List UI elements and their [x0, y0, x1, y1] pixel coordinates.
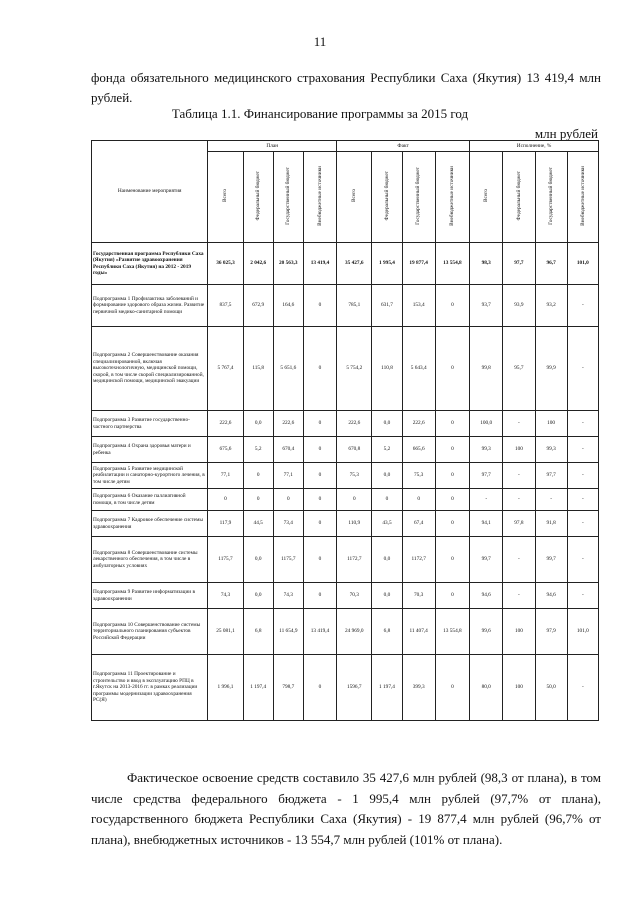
row-value: 99,3	[470, 437, 503, 463]
row-value: 91,8	[535, 511, 567, 537]
row-value: 74,3	[208, 583, 243, 609]
row-value: -	[567, 285, 598, 327]
row-value: 0,0	[243, 411, 273, 437]
row-value: 101,0	[567, 609, 598, 655]
row-value: 0	[303, 583, 336, 609]
row-value: 99,8	[470, 327, 503, 411]
row-value: 97,7	[503, 243, 535, 285]
row-name: Подпрограмма 11 Проектирование и строительство и ввод в эксплуатацию РПЦ в г.Якутск на 2013-2016 гг. в рамках реализации программы модернизации здравоохранения РС(Я)	[92, 655, 208, 721]
row-value: 631,7	[372, 285, 402, 327]
row-value: 13 554,8	[435, 243, 469, 285]
row-value: 0	[303, 327, 336, 411]
table-body	[92, 243, 599, 721]
row-value: -	[503, 411, 535, 437]
row-value: 0,0	[372, 411, 402, 437]
row-value: 5 754,2	[337, 327, 372, 411]
header-plan: План	[208, 141, 337, 152]
row-value: 0	[303, 537, 336, 583]
table-row	[92, 609, 599, 655]
row-value: 0	[303, 489, 336, 511]
outro-paragraph	[91, 768, 601, 850]
row-value: 25 081,1	[208, 609, 243, 655]
row-value: 670,4	[273, 437, 303, 463]
row-value: 110,9	[337, 511, 372, 537]
row-value: 1 995,4	[372, 243, 402, 285]
row-value: 0	[435, 583, 469, 609]
row-value: 100,0	[470, 411, 503, 437]
row-value: 0	[435, 489, 469, 511]
financing-table	[91, 140, 599, 721]
row-value: 6,8	[243, 609, 273, 655]
row-value: 99,3	[535, 437, 567, 463]
row-value: 97,7	[470, 463, 503, 489]
row-value: 100	[503, 655, 535, 721]
row-value: 100	[535, 411, 567, 437]
row-value: 100	[503, 437, 535, 463]
row-name: Подпрограмма 1 Профилактика заболеваний и формирование здорового образа жизни. Развитие первичной медико-санитарной помощи	[92, 285, 208, 327]
row-value: 24 969,0	[337, 609, 372, 655]
page-number: 11	[313, 34, 327, 49]
row-value: 5 767,4	[208, 327, 243, 411]
row-value: 97,7	[535, 463, 567, 489]
row-value: 117,9	[208, 511, 243, 537]
row-value: 101,0	[567, 243, 598, 285]
row-value: 2 042,6	[243, 243, 273, 285]
row-value: 13 554,8	[435, 609, 469, 655]
row-value: 1 197,4	[372, 655, 402, 721]
row-value: 164,6	[273, 285, 303, 327]
table-row	[92, 243, 599, 285]
row-value: 675,6	[208, 437, 243, 463]
row-value: 99,7	[470, 537, 503, 583]
row-value: -	[503, 489, 535, 511]
row-value: 0,0	[372, 463, 402, 489]
row-value: 93,2	[535, 285, 567, 327]
row-name: Подпрограмма 4 Охрана здоровья матери и ребенка	[92, 437, 208, 463]
row-value: 98,3	[470, 243, 503, 285]
row-value: -	[503, 583, 535, 609]
row-value: 6,8	[372, 609, 402, 655]
row-value: -	[567, 511, 598, 537]
row-value: 100	[503, 609, 535, 655]
table-row	[92, 583, 599, 609]
row-value: 50,0	[535, 655, 567, 721]
row-value: 99,6	[470, 609, 503, 655]
row-value: 670,8	[337, 437, 372, 463]
row-value: -	[470, 489, 503, 511]
row-name: Подпрограмма 7 Кадровое обеспечение системы здравоохранения	[92, 511, 208, 537]
row-value: 95,7	[503, 327, 535, 411]
row-value: -	[567, 327, 598, 411]
row-value: 94,6	[470, 583, 503, 609]
row-value: 94,6	[535, 583, 567, 609]
table-caption: Таблица 1.1. Финансирование программы за 2015 год	[171, 106, 469, 121]
header-fact-extra: Внебюджетные источники	[435, 152, 469, 243]
row-value: 73,4	[273, 511, 303, 537]
row-value: 1172,7	[337, 537, 372, 583]
header-fact-total: Всего	[337, 152, 372, 243]
units-label: млн рублей	[534, 126, 598, 141]
row-value: 0	[273, 489, 303, 511]
row-value: 0	[243, 489, 273, 511]
row-name: Подпрограмма 9 Развитие информатизации в здравоохранении	[92, 583, 208, 609]
header-fact-state: Государственный бюджет	[402, 152, 435, 243]
row-value: 785,1	[337, 285, 372, 327]
row-value: 222,6	[208, 411, 243, 437]
intro-paragraph: фонда обязательного медицинского страхования Республики Саха (Якутия) 13 419,4 млн рублей.	[91, 70, 601, 105]
row-value: 5 643,4	[402, 327, 435, 411]
row-value: 837,5	[208, 285, 243, 327]
row-value: 36 025,3	[208, 243, 243, 285]
row-value: -	[567, 655, 598, 721]
row-value: 35 427,6	[337, 243, 372, 285]
row-value: 75,3	[402, 463, 435, 489]
row-value: 110,8	[372, 327, 402, 411]
row-value: 0	[435, 511, 469, 537]
row-value: 115,8	[243, 327, 273, 411]
row-name: Подпрограмма 5 Развитие медицинской реабилитации и санаторно-курортного лечения, в том числе детям	[92, 463, 208, 489]
row-value: 0	[402, 489, 435, 511]
row-value: 99,7	[535, 537, 567, 583]
row-value: 0	[303, 411, 336, 437]
row-value: 0,0	[243, 583, 273, 609]
row-value: 0	[435, 655, 469, 721]
row-value: 43,5	[372, 511, 402, 537]
header-exec-extra: Внебюджетные источники	[567, 152, 598, 243]
outro-text: Фактическое освоение средств составило 35 427,6 млн рублей (98,3 от плана), в том числе средства федерального бюджета - 1 995,4 млн рублей (97,7% от плана), государственного бюджета Республики Саха (Якутия) - 19 877,4 млн рублей (96,7% от плана), внебюджетных источников - 13 554,7 млн рублей (101% от плана).	[91, 770, 601, 847]
row-value: -	[567, 583, 598, 609]
row-value: -	[567, 437, 598, 463]
row-value: 0	[208, 489, 243, 511]
table-row	[92, 511, 599, 537]
header-fact-federal: Федеральный бюджет	[372, 152, 402, 243]
table-row	[92, 537, 599, 583]
row-value: 153,4	[402, 285, 435, 327]
row-value: 0	[372, 489, 402, 511]
row-value: 75,3	[337, 463, 372, 489]
row-value: 77,1	[208, 463, 243, 489]
row-value: 1 996,1	[208, 655, 243, 721]
row-value: 0	[303, 285, 336, 327]
row-value: -	[503, 537, 535, 583]
row-value: 11 407,4	[402, 609, 435, 655]
row-value: 1175,7	[208, 537, 243, 583]
row-value: 70,3	[337, 583, 372, 609]
row-value: 19 877,4	[402, 243, 435, 285]
row-name: Подпрограмма 6 Оказание паллиативной помощи, в том числе детям	[92, 489, 208, 511]
row-value: 0,0	[243, 537, 273, 583]
header-fact: Факт	[337, 141, 470, 152]
table-row	[92, 655, 599, 721]
row-value: 0	[243, 463, 273, 489]
header-execution: Исполнение, %	[470, 141, 599, 152]
row-value: -	[567, 489, 598, 511]
row-value: 70,3	[402, 583, 435, 609]
row-value: 1172,7	[402, 537, 435, 583]
row-value: 97,8	[503, 511, 535, 537]
row-value: 93,9	[503, 285, 535, 327]
row-value: 94,1	[470, 511, 503, 537]
row-value: 77,1	[273, 463, 303, 489]
row-value: 222,6	[402, 411, 435, 437]
row-value: 20 563,3	[273, 243, 303, 285]
header-plan-state: Государственный бюджет	[273, 152, 303, 243]
table-row	[92, 327, 599, 411]
row-value: 0	[435, 411, 469, 437]
row-value: 0	[337, 489, 372, 511]
row-value: 0,0	[372, 583, 402, 609]
row-value: 11 654,9	[273, 609, 303, 655]
row-value: 96,7	[535, 243, 567, 285]
header-exec-total: Всего	[470, 152, 503, 243]
table-row	[92, 411, 599, 437]
row-value: 5 651,6	[273, 327, 303, 411]
row-value: -	[567, 411, 598, 437]
row-value: 0,0	[372, 537, 402, 583]
table-row	[92, 285, 599, 327]
row-value: 0	[303, 437, 336, 463]
table-row	[92, 463, 599, 489]
row-value: 99,9	[535, 327, 567, 411]
row-value: 74,3	[273, 583, 303, 609]
row-value: 1175,7	[273, 537, 303, 583]
row-name: Подпрограмма 8 Совершенствование системы лекарственного обеспечения, в том числе в амбулаторных условиях	[92, 537, 208, 583]
header-exec-federal: Федеральный бюджет	[503, 152, 535, 243]
row-value: 67,4	[402, 511, 435, 537]
row-value: 672,9	[243, 285, 273, 327]
row-value: 13 419,4	[303, 243, 336, 285]
row-value: 0	[303, 655, 336, 721]
row-value: 0	[435, 327, 469, 411]
row-value: 222,6	[273, 411, 303, 437]
table-row	[92, 489, 599, 511]
table-row	[92, 437, 599, 463]
row-value: 399,3	[402, 655, 435, 721]
header-exec-state: Государственный бюджет	[535, 152, 567, 243]
row-value: -	[567, 537, 598, 583]
row-value: 0	[435, 463, 469, 489]
header-name: Наименование мероприятия	[92, 141, 208, 243]
row-value: 0	[303, 511, 336, 537]
row-value: 0	[435, 537, 469, 583]
header-plan-federal: Федеральный бюджет	[243, 152, 273, 243]
row-value: -	[503, 463, 535, 489]
row-value: 798,7	[273, 655, 303, 721]
row-name: Государственная программа Республики Саха (Якутия) «Развитие здравоохранения Республики Саха (Якутия) на 2012 - 2019 годы»	[92, 243, 208, 285]
row-value: 44,5	[243, 511, 273, 537]
row-value: 1 197,4	[243, 655, 273, 721]
row-name: Подпрограмма 3 Развитие государственно-частного партнерства	[92, 411, 208, 437]
row-value: 1596,7	[337, 655, 372, 721]
row-value: 665,6	[402, 437, 435, 463]
header-plan-extra: Внебюджетные источники	[303, 152, 336, 243]
row-value: 222,6	[337, 411, 372, 437]
row-value: 0	[435, 285, 469, 327]
row-value: 97,9	[535, 609, 567, 655]
row-value: 0	[303, 463, 336, 489]
row-value: -	[535, 489, 567, 511]
row-value: 93,7	[470, 285, 503, 327]
row-value: 0	[435, 437, 469, 463]
row-name: Подпрограмма 10 Совершенствование системы территориального планирования субъектов Российской Федерации	[92, 609, 208, 655]
row-value: 13 419,4	[303, 609, 336, 655]
row-value: 5,2	[243, 437, 273, 463]
row-value: 5,2	[372, 437, 402, 463]
header-plan-total: Всего	[208, 152, 243, 243]
row-name: Подпрограмма 2 Совершенствование оказания специализированной, включая высокотехнологичную, медицинской помощи, скорой, в том числе скорой специализированной, медицинской помощи, медицинской эвакуации	[92, 327, 208, 411]
row-value: -	[567, 463, 598, 489]
row-value: 80,0	[470, 655, 503, 721]
